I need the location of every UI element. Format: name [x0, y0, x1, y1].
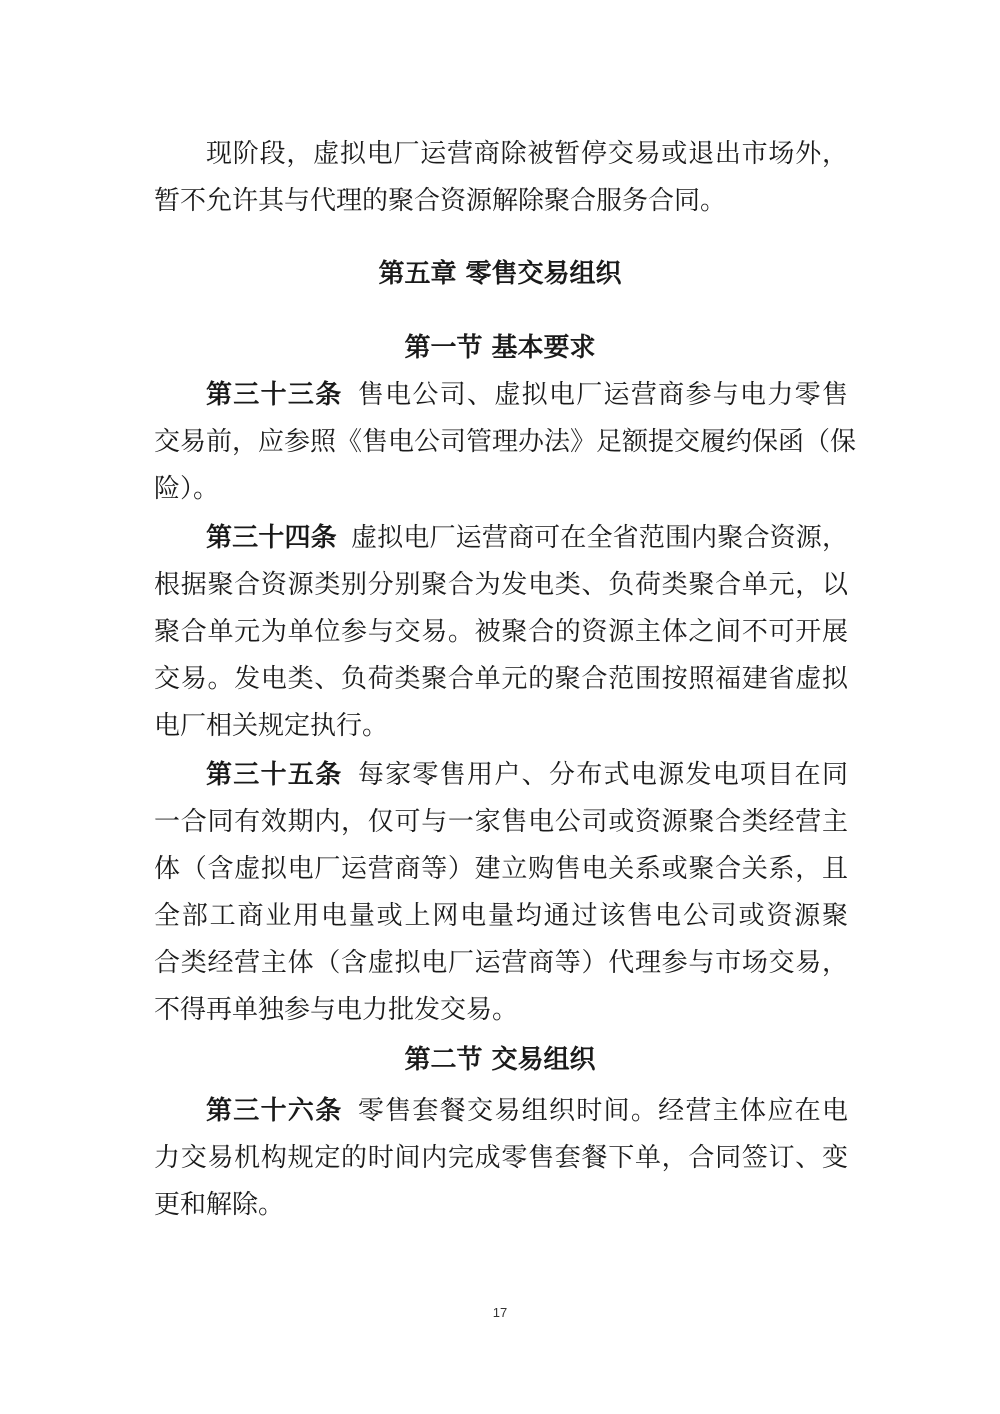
article-36-line-2: 力交易机构规定的时间内完成零售套餐下单，合同签订、变: [154, 1143, 848, 1173]
article-34-line-4: 交易。发电类、负荷类聚合单元的聚合范围按照福建省虚拟: [154, 664, 848, 694]
article-34-text-1: 虚拟电厂运营商可在全省范围内聚合资源，: [350, 523, 848, 553]
article-36-label: 第三十六条: [206, 1096, 343, 1126]
section-title-trade-organization: 第二节 交易组织: [404, 1045, 596, 1075]
chapter-title: 第五章 零售交易组织: [378, 259, 622, 289]
page-number: 17: [492, 1305, 508, 1320]
article-35-line-2: 一合同有效期内，仅可与一家售电公司或资源聚合类经营主: [154, 807, 848, 837]
article-33-line-3: 险）。: [154, 474, 220, 504]
article-35-line-4: 全部工商业用电量或上网电量均通过该售电公司或资源聚: [154, 901, 848, 931]
intro-paragraph-line-2: 暂不允许其与代理的聚合资源解除聚合服务合同。: [154, 186, 727, 216]
article-36-line-3: 更和解除。: [154, 1190, 285, 1220]
article-34-line-5: 电厂相关规定执行。: [154, 711, 389, 741]
article-33-line-1: [206, 378, 848, 412]
article-34-line-2: 根据聚合资源类别分别聚合为发电类、负荷类聚合单元，以: [154, 570, 848, 600]
article-33-line-2: 交易前，应参照《售电公司管理办法》足额提交履约保函（保: [154, 427, 857, 457]
article-35-line-5: 合类经营主体（含虚拟电厂运营商等）代理参与市场交易，: [154, 948, 848, 978]
article-35-line-1: [206, 758, 848, 792]
article-35-label: 第三十五条: [206, 760, 343, 790]
article-34-label: 第三十四条: [206, 523, 337, 553]
article-36-text-1: 零售套餐交易组织时间。经营主体应在电: [356, 1096, 848, 1126]
intro-paragraph-line-1: 现阶段，虚拟电厂运营商除被暂停交易或退出市场外，: [206, 139, 848, 169]
article-36-line-1: [206, 1094, 848, 1128]
article-34-line-3: 聚合单元为单位参与交易。被聚合的资源主体之间不可开展: [154, 617, 848, 647]
article-35-line-6: 不得再单独参与电力批发交易。: [154, 995, 519, 1025]
article-34-line-1: [206, 521, 848, 555]
article-35-text-1: 每家零售用户、分布式电源发电项目在同: [356, 760, 848, 790]
article-35-line-3: 体（含虚拟电厂运营商等）建立购售电关系或聚合关系，且: [154, 854, 848, 884]
article-33-text-1: 售电公司、虚拟电厂运营商参与电力零售: [356, 380, 848, 410]
article-33-label: 第三十三条: [206, 380, 343, 410]
section-title-basic-requirements: 第一节 基本要求: [404, 333, 596, 363]
